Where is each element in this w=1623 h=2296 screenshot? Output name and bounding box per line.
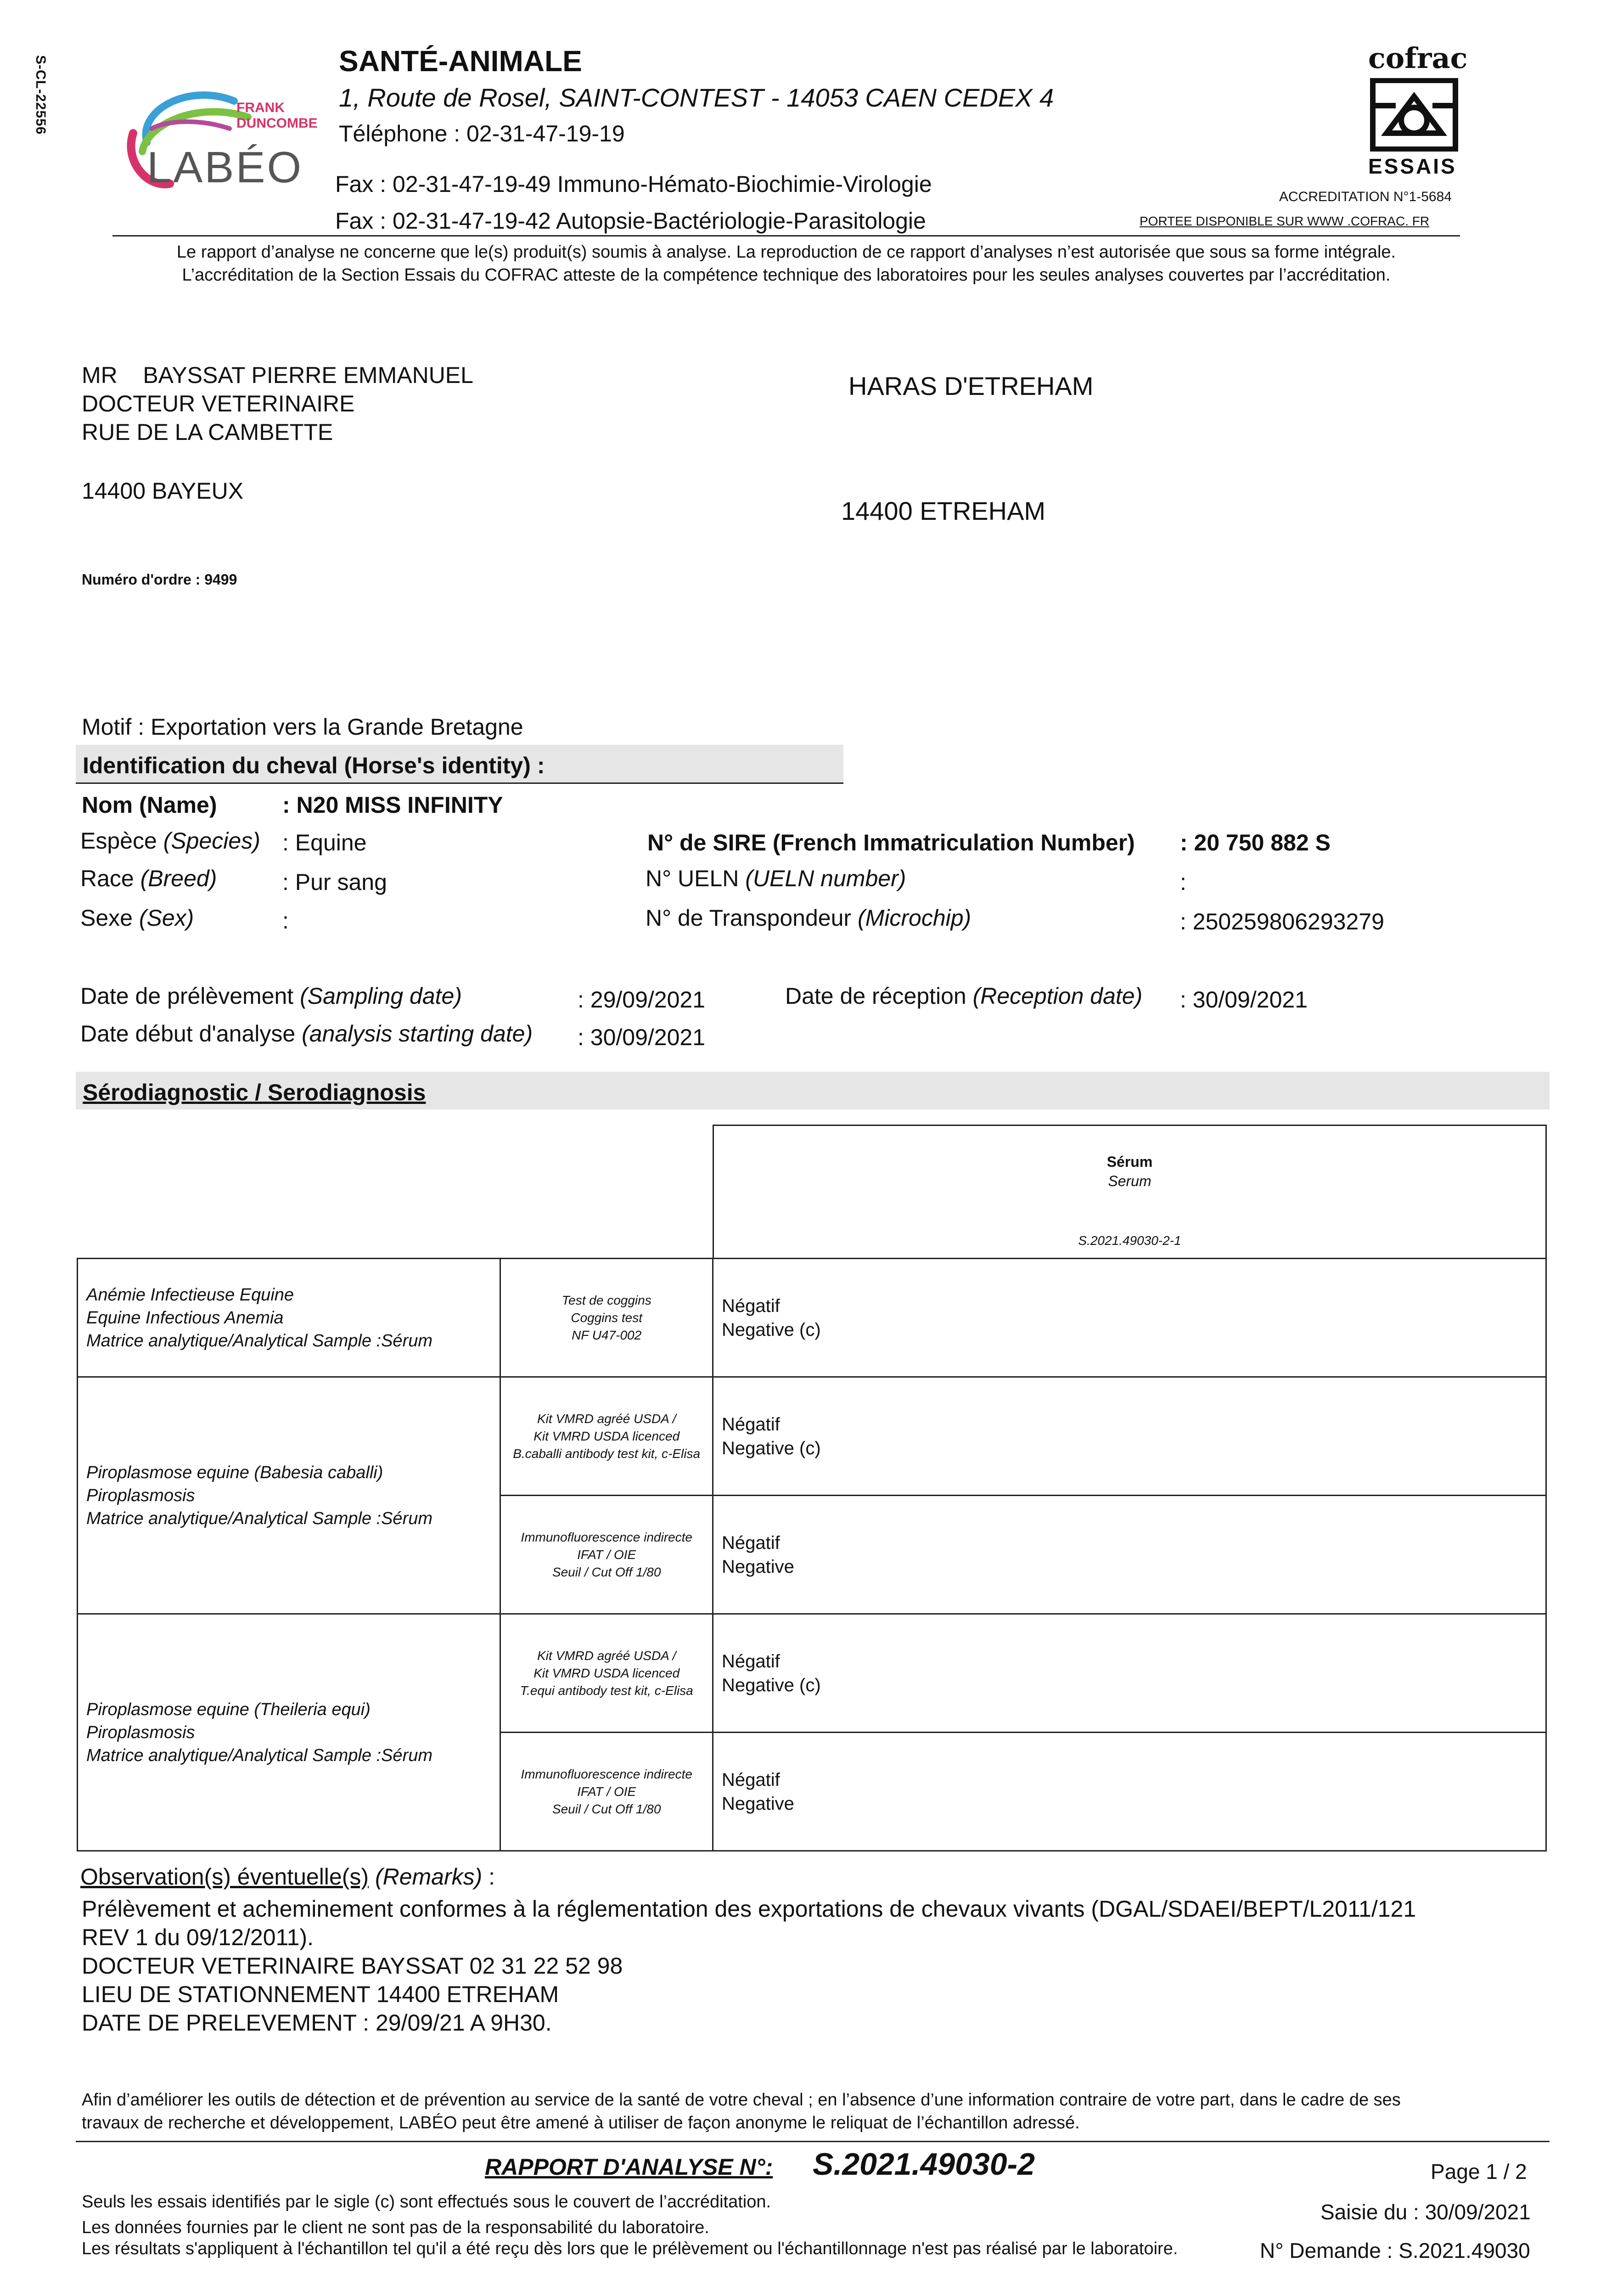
result-cell	[713, 1377, 1546, 1496]
method-line: IFAT / OIE	[577, 1784, 636, 1799]
ueln-label-en: (UELN number)	[745, 866, 906, 891]
test-name-line: Equine Infectious Anemia	[86, 1308, 284, 1328]
result-cell	[713, 1614, 1546, 1733]
remarks-title-fr: Observation(s) éventuelle(s)	[80, 1864, 369, 1890]
ueln-label-fr: N° UELN	[646, 866, 746, 891]
table-row	[78, 1377, 1546, 1496]
remarks-title	[80, 1863, 495, 1890]
sex-label-fr: Sexe	[80, 905, 139, 931]
species-label-fr: Espèce	[80, 828, 163, 854]
order-number: Numéro d'ordre : 9499	[82, 571, 237, 588]
species-label-en: (Species)	[163, 828, 260, 854]
labeo-logo	[119, 73, 321, 197]
method-cell	[500, 1377, 713, 1496]
sex-label-en: (Sex)	[139, 905, 194, 931]
horse-name-label: Nom (Name)	[82, 792, 217, 818]
analysis-date-label-fr: Date début d'analyse	[80, 1021, 302, 1047]
result-en: Negative	[722, 1793, 794, 1814]
species-label	[80, 827, 260, 854]
method-line: Seuil / Cut Off 1/80	[552, 1564, 661, 1579]
breed-label-en: (Breed)	[140, 866, 217, 891]
sampling-date-value: : 29/09/2021	[578, 987, 706, 1013]
research-note-1: Afin d’améliorer les outils de détection et de prévention au service de la santé de votre cheval ; en l’absence d’une information contraire de votre part, dans le cadre de ses	[82, 2090, 1401, 2110]
reception-date-label-fr: Date de réception	[785, 983, 973, 1009]
method-line: Coggins test	[571, 1310, 642, 1325]
remarks-title-en: (Remarks)	[375, 1864, 483, 1890]
serum-column-title-en: Serum	[1108, 1173, 1151, 1189]
org-name: SANTÉ-ANIMALE	[339, 45, 582, 78]
serodiagnosis-title: Sérodiagnostic / Serodiagnosis	[83, 1080, 426, 1105]
remarks-title-colon: :	[482, 1864, 495, 1890]
test-name-line: Matrice analytique/Analytical Sample :Sérum	[86, 1745, 433, 1765]
result-fr: Négatif	[722, 1532, 780, 1553]
method-line: Test de coggins	[562, 1293, 651, 1307]
remarks-line-4: LIEU DE STATIONNEMENT 14400 ETREHAM	[82, 1981, 559, 2007]
remarks-line-3: DOCTEUR VETERINAIRE BAYSSAT 02 31 22 52 98	[82, 1953, 623, 1979]
method-line: IFAT / OIE	[577, 1547, 636, 1562]
test-name-line: Matrice analytique/Analytical Sample :Sérum	[86, 1331, 433, 1351]
method-line: B.caballi antibody test kit, c-Elisa	[513, 1446, 701, 1461]
sex-label	[80, 905, 194, 931]
org-address: 1, Route de Rosel, SAINT-CONTEST - 14053 CAEN CEDEX 4	[339, 83, 1054, 112]
recipient-line-1: MR BAYSSAT PIERRE EMMANUEL	[82, 362, 473, 388]
breed-label	[80, 865, 217, 892]
result-en: Negative (c)	[722, 1438, 821, 1458]
org-phone: Téléphone : 02-31-47-19-19	[339, 121, 625, 146]
recipient-line-2: DOCTEUR VETERINAIRE	[82, 391, 355, 416]
sampling-date-label	[80, 983, 462, 1009]
footer-note-3: Les résultats s'appliquent à l'échantillon tel qu'il a été reçu dès lors que le prélèvement ou l'échantillonnage n'est pas réalisé par le laboratoire.	[82, 2239, 1178, 2258]
logo-text: LABÉO	[147, 143, 303, 192]
motif: Motif : Exportation vers la Grande Bretagne	[82, 714, 523, 740]
method-cell	[500, 1496, 713, 1614]
recipient-line-3: RUE DE LA CAMBETTE	[82, 419, 333, 445]
report-number: S.2021.49030-2	[813, 2147, 1035, 2182]
accreditation-number: ACCREDITATION N°1-5684	[1279, 189, 1452, 204]
cofrac-word: cofrac	[1368, 41, 1468, 75]
result-cell	[713, 1496, 1546, 1614]
method-line: T.equi antibody test kit, c-Elisa	[520, 1683, 693, 1698]
method-line: Kit VMRD agréé USDA /	[537, 1648, 676, 1663]
horse-name-value: : N20 MISS INFINITY	[282, 792, 503, 818]
page-number: Page 1 / 2	[1431, 2160, 1527, 2183]
transponder-label-fr: N° de Transpondeur	[646, 905, 858, 931]
method-cell	[500, 1614, 713, 1733]
test-name-line: Piroplasmosis	[86, 1486, 195, 1505]
logo-sub-duncombe: DUNCOMBE	[236, 116, 318, 131]
test-name-line: Matrice analytique/Analytical Sample :Sérum	[86, 1508, 433, 1528]
entry-date: Saisie du : 30/09/2021	[1320, 2200, 1531, 2224]
method-line: Immunofluorescence indirecte	[521, 1530, 692, 1544]
owner-city: 14400 ETREHAM	[841, 496, 1046, 525]
analysis-date-label-en: (analysis starting date)	[302, 1021, 533, 1047]
remarks-line-2: REV 1 du 09/12/2011).	[82, 1925, 314, 1950]
cofrac-essais: ESSAIS	[1368, 154, 1457, 178]
test-name-line: Piroplasmose equine (Babesia caballi)	[86, 1463, 383, 1482]
method-line: Kit VMRD USDA licenced	[534, 1666, 680, 1680]
reception-date-value: : 30/09/2021	[1180, 987, 1308, 1013]
request-number: N° Demande : S.2021.49030	[1260, 2239, 1530, 2262]
result-fr: Négatif	[722, 1769, 780, 1790]
result-fr: Négatif	[722, 1414, 780, 1435]
species-value: : Equine	[282, 830, 367, 855]
sample-id: S.2021.49030-2-1	[1078, 1233, 1181, 1248]
transponder-label	[646, 905, 971, 931]
side-document-code: S-CL-22556	[33, 55, 48, 135]
header-divider	[112, 235, 1460, 236]
test-name-babesia	[78, 1377, 500, 1614]
result-en: Negative (c)	[722, 1319, 821, 1340]
test-name-line: Piroplasmose equine (Theileria equi)	[86, 1699, 371, 1719]
breed-label-fr: Race	[80, 866, 140, 891]
identity-section-underline	[76, 782, 843, 784]
research-note-2: travaux de recherche et développement, LABÉO peut être amené à utiliser de façon anonyme le reliquat de l’échantillon adressé.	[82, 2113, 1080, 2133]
header-disclaimer-1: Le rapport d’analyse ne concerne que le(s) produit(s) soumis à analyse. La reproduction de ce rapport d’analyses n’est autorisée que sous sa forme intégrale.	[176, 242, 1396, 262]
remarks-line-1: Prélèvement et acheminement conformes à la réglementation des exportations de chevaux vivants (DGAL/SDAEI/BEPT/L2011/121	[82, 1896, 1416, 1922]
method-cell	[500, 1259, 713, 1377]
analysis-date-label	[80, 1020, 533, 1047]
header-disclaimer-2: L’accréditation de la Section Essais du COFRAC atteste de la compétence technique des laboratoires pour les seules analyses couvertes par l’accréditation.	[182, 265, 1391, 285]
test-name-line: Piroplasmosis	[86, 1722, 195, 1742]
identity-section-title: Identification du cheval (Horse's identity) :	[83, 753, 545, 778]
method-line: Immunofluorescence indirecte	[521, 1767, 692, 1781]
recipient-line-4: 14400 BAYEUX	[82, 478, 244, 504]
test-name-eia	[78, 1259, 500, 1377]
footer-note-2: Les données fournies par le client ne sont pas de la responsabilité du laboratoire.	[82, 2218, 709, 2237]
table-row	[78, 1614, 1546, 1733]
ueln-value: :	[1180, 869, 1186, 895]
sire-value: : 20 750 882 S	[1180, 830, 1331, 855]
breed-value: : Pur sang	[282, 869, 387, 895]
portee-link[interactable]: PORTEE DISPONIBLE SUR WWW .COFRAC. FR	[1140, 214, 1430, 228]
cofrac-logo	[1359, 41, 1469, 179]
serum-column-title: Sérum	[1106, 1154, 1153, 1170]
transponder-value: : 250259806293279	[1180, 909, 1384, 934]
method-cell	[500, 1733, 713, 1851]
org-fax-1: Fax : 02-31-47-19-49 Immuno-Hémato-Biochimie-Virologie	[335, 171, 932, 197]
result-fr: Négatif	[722, 1651, 780, 1671]
reception-date-label	[785, 983, 1142, 1009]
org-fax-2: Fax : 02-31-47-19-42 Autopsie-Bactériologie-Parasitologie	[335, 208, 926, 234]
sex-value: :	[282, 908, 289, 934]
analysis-date-value: : 30/09/2021	[578, 1024, 706, 1050]
transponder-label-en: (Microchip)	[857, 905, 972, 931]
result-en: Negative (c)	[722, 1675, 821, 1695]
method-line: NF U47-002	[572, 1328, 642, 1342]
result-en: Negative	[722, 1556, 794, 1577]
method-line: Kit VMRD agréé USDA /	[537, 1411, 676, 1426]
footer-note-1: Seuls les essais identifiés par le sigle (c) sont effectués sous le couvert de l’accréditation.	[82, 2192, 771, 2212]
ueln-label	[646, 865, 906, 892]
method-line: Kit VMRD USDA licenced	[534, 1429, 680, 1443]
table-row	[78, 1259, 1546, 1377]
result-cell	[713, 1259, 1546, 1377]
logo-sub-frank: FRANK	[236, 100, 285, 115]
sampling-date-label-en: (Sampling date)	[300, 983, 462, 1009]
method-line: Seuil / Cut Off 1/80	[552, 1801, 661, 1816]
serum-column-header	[713, 1125, 1547, 1258]
test-name-theileria	[78, 1614, 500, 1851]
footer-divider	[76, 2141, 1550, 2142]
test-name-line: Anémie Infectieuse Equine	[86, 1285, 294, 1305]
results-table	[77, 1258, 1547, 1851]
remarks-line-5: DATE DE PRELEVEMENT : 29/09/21 A 9H30.	[82, 2010, 552, 2036]
cofrac-emblem-icon	[1368, 78, 1460, 152]
report-label: RAPPORT D'ANALYSE N°:	[485, 2154, 773, 2180]
owner-name: HARAS D'ETREHAM	[848, 371, 1094, 400]
sire-label: N° de SIRE (French Immatriculation Number)	[647, 830, 1135, 855]
reception-date-label-en: (Reception date)	[972, 983, 1143, 1009]
result-fr: Négatif	[722, 1295, 780, 1316]
sampling-date-label-fr: Date de prélèvement	[80, 983, 300, 1009]
result-cell	[713, 1733, 1546, 1851]
